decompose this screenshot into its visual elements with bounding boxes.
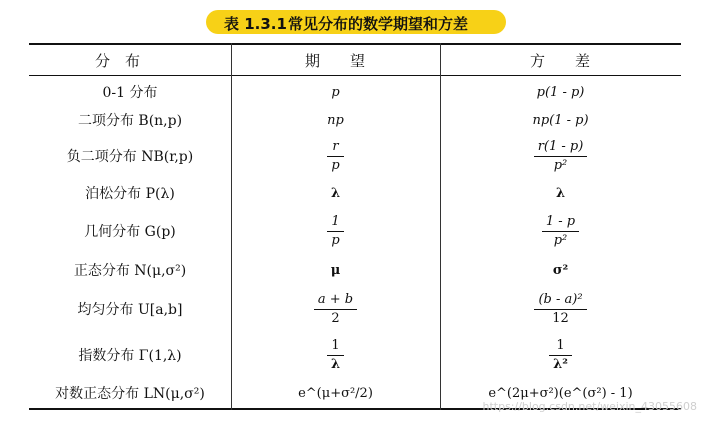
header-distribution: 分 布 — [95, 52, 141, 70]
variance-fraction — [542, 213, 579, 250]
mean-numerator: 1 — [331, 213, 340, 229]
mean-denominator: λ — [330, 356, 341, 372]
table-caption — [206, 10, 506, 34]
distribution-name: 正态分布 N(μ,σ²) — [73, 263, 187, 279]
caption-number: 表 1.3.1 — [224, 15, 287, 33]
mean-value: p — [331, 84, 340, 100]
table-row — [29, 254, 681, 286]
mean-fraction — [314, 291, 357, 328]
header-expectation: 期 望 — [305, 52, 366, 70]
variance-value: np(1 - p) — [532, 112, 589, 128]
variance-fraction — [549, 337, 572, 374]
variance-value: λ — [555, 185, 566, 201]
distribution-name: 0-1 分布 — [102, 85, 158, 101]
table-row — [29, 78, 681, 106]
variance-value: e^(2μ+σ²)(e^(σ²) - 1) — [488, 385, 633, 401]
mean-fraction — [327, 213, 343, 250]
mean-denominator: p — [331, 232, 340, 248]
variance-value: σ² — [552, 262, 569, 278]
table-row — [29, 208, 681, 254]
distribution-name: 泊松分布 P(λ) — [85, 186, 175, 202]
caption-title: 常见分布的数学期望和方差 — [288, 15, 469, 33]
distribution-name: 均匀分布 U[a,b] — [77, 302, 183, 318]
header-rule — [29, 75, 681, 76]
watermark: https://blog.csdn.net/weixin_43055608 — [482, 400, 697, 413]
table-row — [29, 134, 681, 178]
variance-numerator: r(1 - p) — [537, 138, 584, 154]
variance-denominator: 12 — [552, 310, 569, 326]
variance-denominator: p² — [553, 232, 568, 248]
distribution-name: 负二项分布 NB(r,p) — [66, 149, 194, 165]
mean-denominator: 2 — [331, 310, 340, 326]
top-rule — [29, 43, 681, 45]
distribution-name: 二项分布 B(n,p) — [77, 113, 183, 129]
variance-fraction — [534, 138, 588, 175]
mean-value: λ — [330, 185, 341, 201]
mean-fraction — [327, 138, 343, 175]
distribution-name: 对数正态分布 LN(μ,σ²) — [55, 386, 205, 402]
mean-value: e^(μ+σ²/2) — [298, 385, 373, 401]
variance-value: p(1 - p) — [536, 84, 585, 100]
distribution-name: 指数分布 Γ(1,λ) — [78, 348, 182, 364]
distribution-name: 几何分布 G(p) — [84, 224, 176, 240]
header-variance: 方 差 — [530, 52, 591, 70]
variance-numerator: 1 - p — [545, 213, 576, 229]
mean-denominator: p — [331, 157, 340, 173]
table-row — [29, 178, 681, 208]
mean-numerator: a + b — [317, 291, 354, 307]
variance-denominator: λ² — [553, 356, 568, 372]
variance-numerator: (b - a)² — [538, 291, 583, 307]
table-row — [29, 332, 681, 378]
mean-value: np — [327, 112, 344, 128]
variance-denominator: p² — [553, 157, 568, 173]
table-row — [29, 286, 681, 332]
mean-numerator: r — [332, 138, 339, 154]
table-row — [29, 106, 681, 134]
variance-fraction — [534, 291, 586, 328]
mean-numerator: 1 — [331, 337, 340, 353]
variance-numerator: 1 — [556, 337, 565, 353]
mean-fraction — [327, 337, 344, 374]
mean-value: μ — [330, 262, 341, 278]
